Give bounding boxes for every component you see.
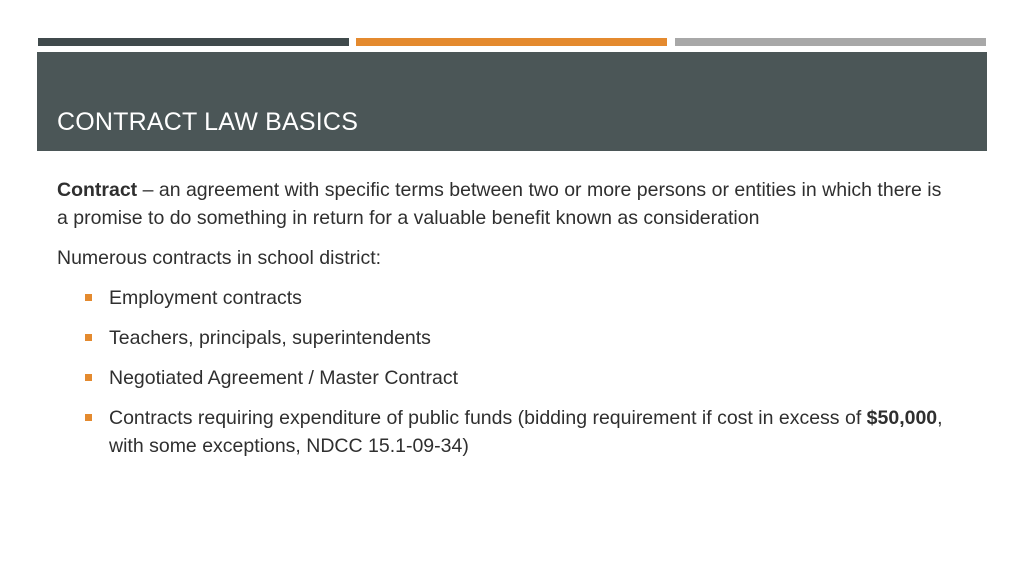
bidding-threshold: $50,000 <box>866 407 938 429</box>
bullet-item <box>57 404 957 460</box>
title-band <box>37 52 987 151</box>
square-bullet-icon <box>85 414 92 421</box>
bullet-text: Employment contracts <box>109 287 302 309</box>
bullet-text-before: Contracts requiring expenditure of public funds (bidding requirement if cost in excess of <box>109 407 867 429</box>
bullet-text: Teachers, principals, superintendents <box>109 327 431 349</box>
square-bullet-icon <box>85 374 92 381</box>
slide-title: CONTRACT LAW BASICS <box>57 108 359 136</box>
bullet-item <box>57 324 957 352</box>
header-bar-orange <box>356 38 667 46</box>
intro-text: Numerous contracts in school district: <box>57 247 382 269</box>
definition-text: – an agreement with specific terms between two or more persons or entities in which there is a promise to do something in return for a valuable benefit known as consideration <box>57 179 942 229</box>
header-bar-dark <box>38 38 349 46</box>
contract-definition <box>57 176 957 232</box>
bullet-text: Negotiated Agreement / Master Contract <box>109 367 459 389</box>
square-bullet-icon <box>85 294 92 301</box>
bullet-list <box>57 284 957 460</box>
square-bullet-icon <box>85 334 92 341</box>
header-bar-gray <box>675 38 986 46</box>
bullet-text-after: , with some exceptions, NDCC 15.1-09-34) <box>109 407 943 457</box>
bullet-item <box>57 364 957 392</box>
bullet-item <box>57 284 957 312</box>
definition-term: Contract <box>57 179 138 201</box>
slide-body <box>57 176 957 472</box>
